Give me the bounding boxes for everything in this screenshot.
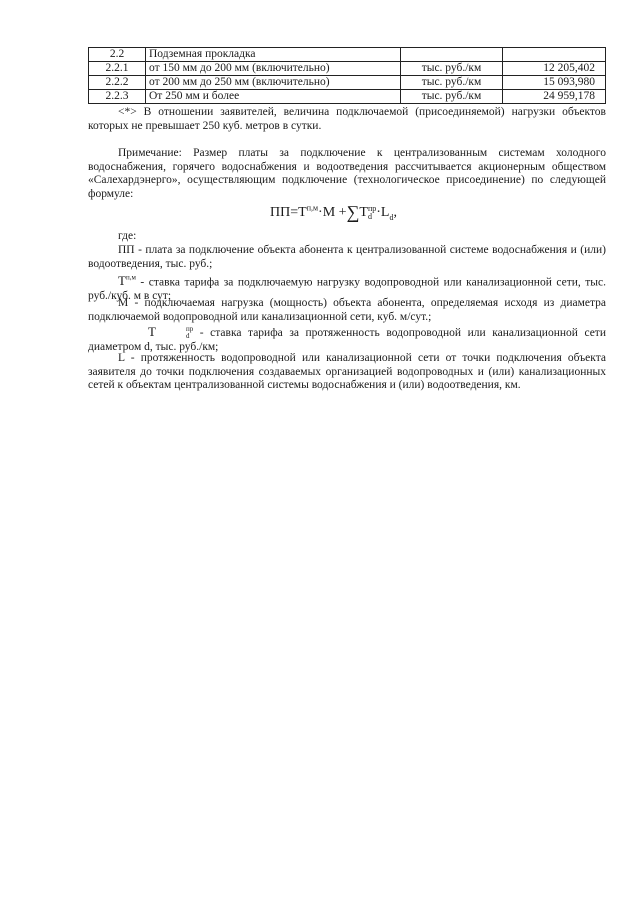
fee-formula [270,202,397,223]
footnote: <*> В отношении заявителей, величина подключаемой (присоединяемой) нагрузки объектов которых не превышает 250 куб. метров в сутки. [88,106,606,132]
row-name: от 150 мм до 200 мм (включительно) [146,62,401,76]
formula-eq: = [290,205,299,220]
formula-sum: ∑ [346,202,360,222]
formula-end: , [393,205,397,220]
row-name: Подземная прокладка [146,48,401,62]
row-name: От 250 мм и более [146,90,401,104]
row-unit [401,48,503,62]
where-label: где: [118,230,137,242]
row-value [503,48,606,62]
table-row [89,48,606,62]
def-l: L - протяженность водопроводной или канализационной сети от точки подключения объекта заявителя до точки подключения создаваемых организацией водопроводных и (или) канализационных сетей к объектам централизованной системы водоснабжения и (или) водоотведения, км. [88,352,606,391]
formula-l-sub: d [389,212,394,222]
formula-t2-sub: d [367,212,372,221]
t-pm-text: - ставка тарифа за подключаемую нагрузку водопроводной или канализационной сети, тыс. руб./куб. м в сут; [88,276,606,302]
formula-t2-sup: пр [367,204,377,213]
row-number: 2.2.3 [89,90,146,104]
def-pp: ПП - плата за подключение объекта абонента к централизованной системе водоснабжения и (или) водоотведения, тыс. руб.; [88,244,606,270]
note-paragraph: Примечание: Размер платы за подключение к централизованным системам холодного водоснабжения, горячего водоснабжения и водоотведения рассчитывается акционерным обществом «Салехардэнерго», осуществляющим подключение (технологическое присоединение) по следующей формуле: [88,147,606,200]
row-unit: тыс. руб./км [401,90,503,104]
table-row [89,76,606,90]
formula-dot2: ·L [376,205,390,220]
t-pm-symbol: $T^{п,м}$ [118,273,136,289]
t-pr-text: - ставка тарифа за протяженность водопроводной или канализационной сети диаметром d, тыс. руб./км; [88,327,606,353]
def-m: M - подключаемая нагрузка (мощность) объекта абонента, определяемая исходя из диаметра подключаемой водопроводной или канализационной сети, куб. м/сут.; [88,297,606,323]
formula-t1: T [298,205,307,220]
t-pr-symbol: T пр d [148,324,194,340]
row-value: 15 093,980 [503,76,606,90]
tariff-table [88,47,606,104]
row-value: 12 205,402 [503,62,606,76]
formula-t1-sup: п,м [306,203,319,213]
row-number: 2.2.2 [89,76,146,90]
row-number: 2.2 [89,48,146,62]
formula-dot1: ·M + [318,205,347,220]
row-value: 24 959,178 [503,90,606,104]
def-t-pr [88,325,606,354]
formula-t2: T [359,205,368,220]
row-unit: тыс. руб./км [401,62,503,76]
row-unit: тыс. руб./км [401,76,503,90]
table-row [89,90,606,104]
formula-lhs: ПП [270,205,291,220]
row-name: от 200 мм до 250 мм (включительно) [146,76,401,90]
table-row [89,62,606,76]
row-number: 2.2.1 [89,62,146,76]
